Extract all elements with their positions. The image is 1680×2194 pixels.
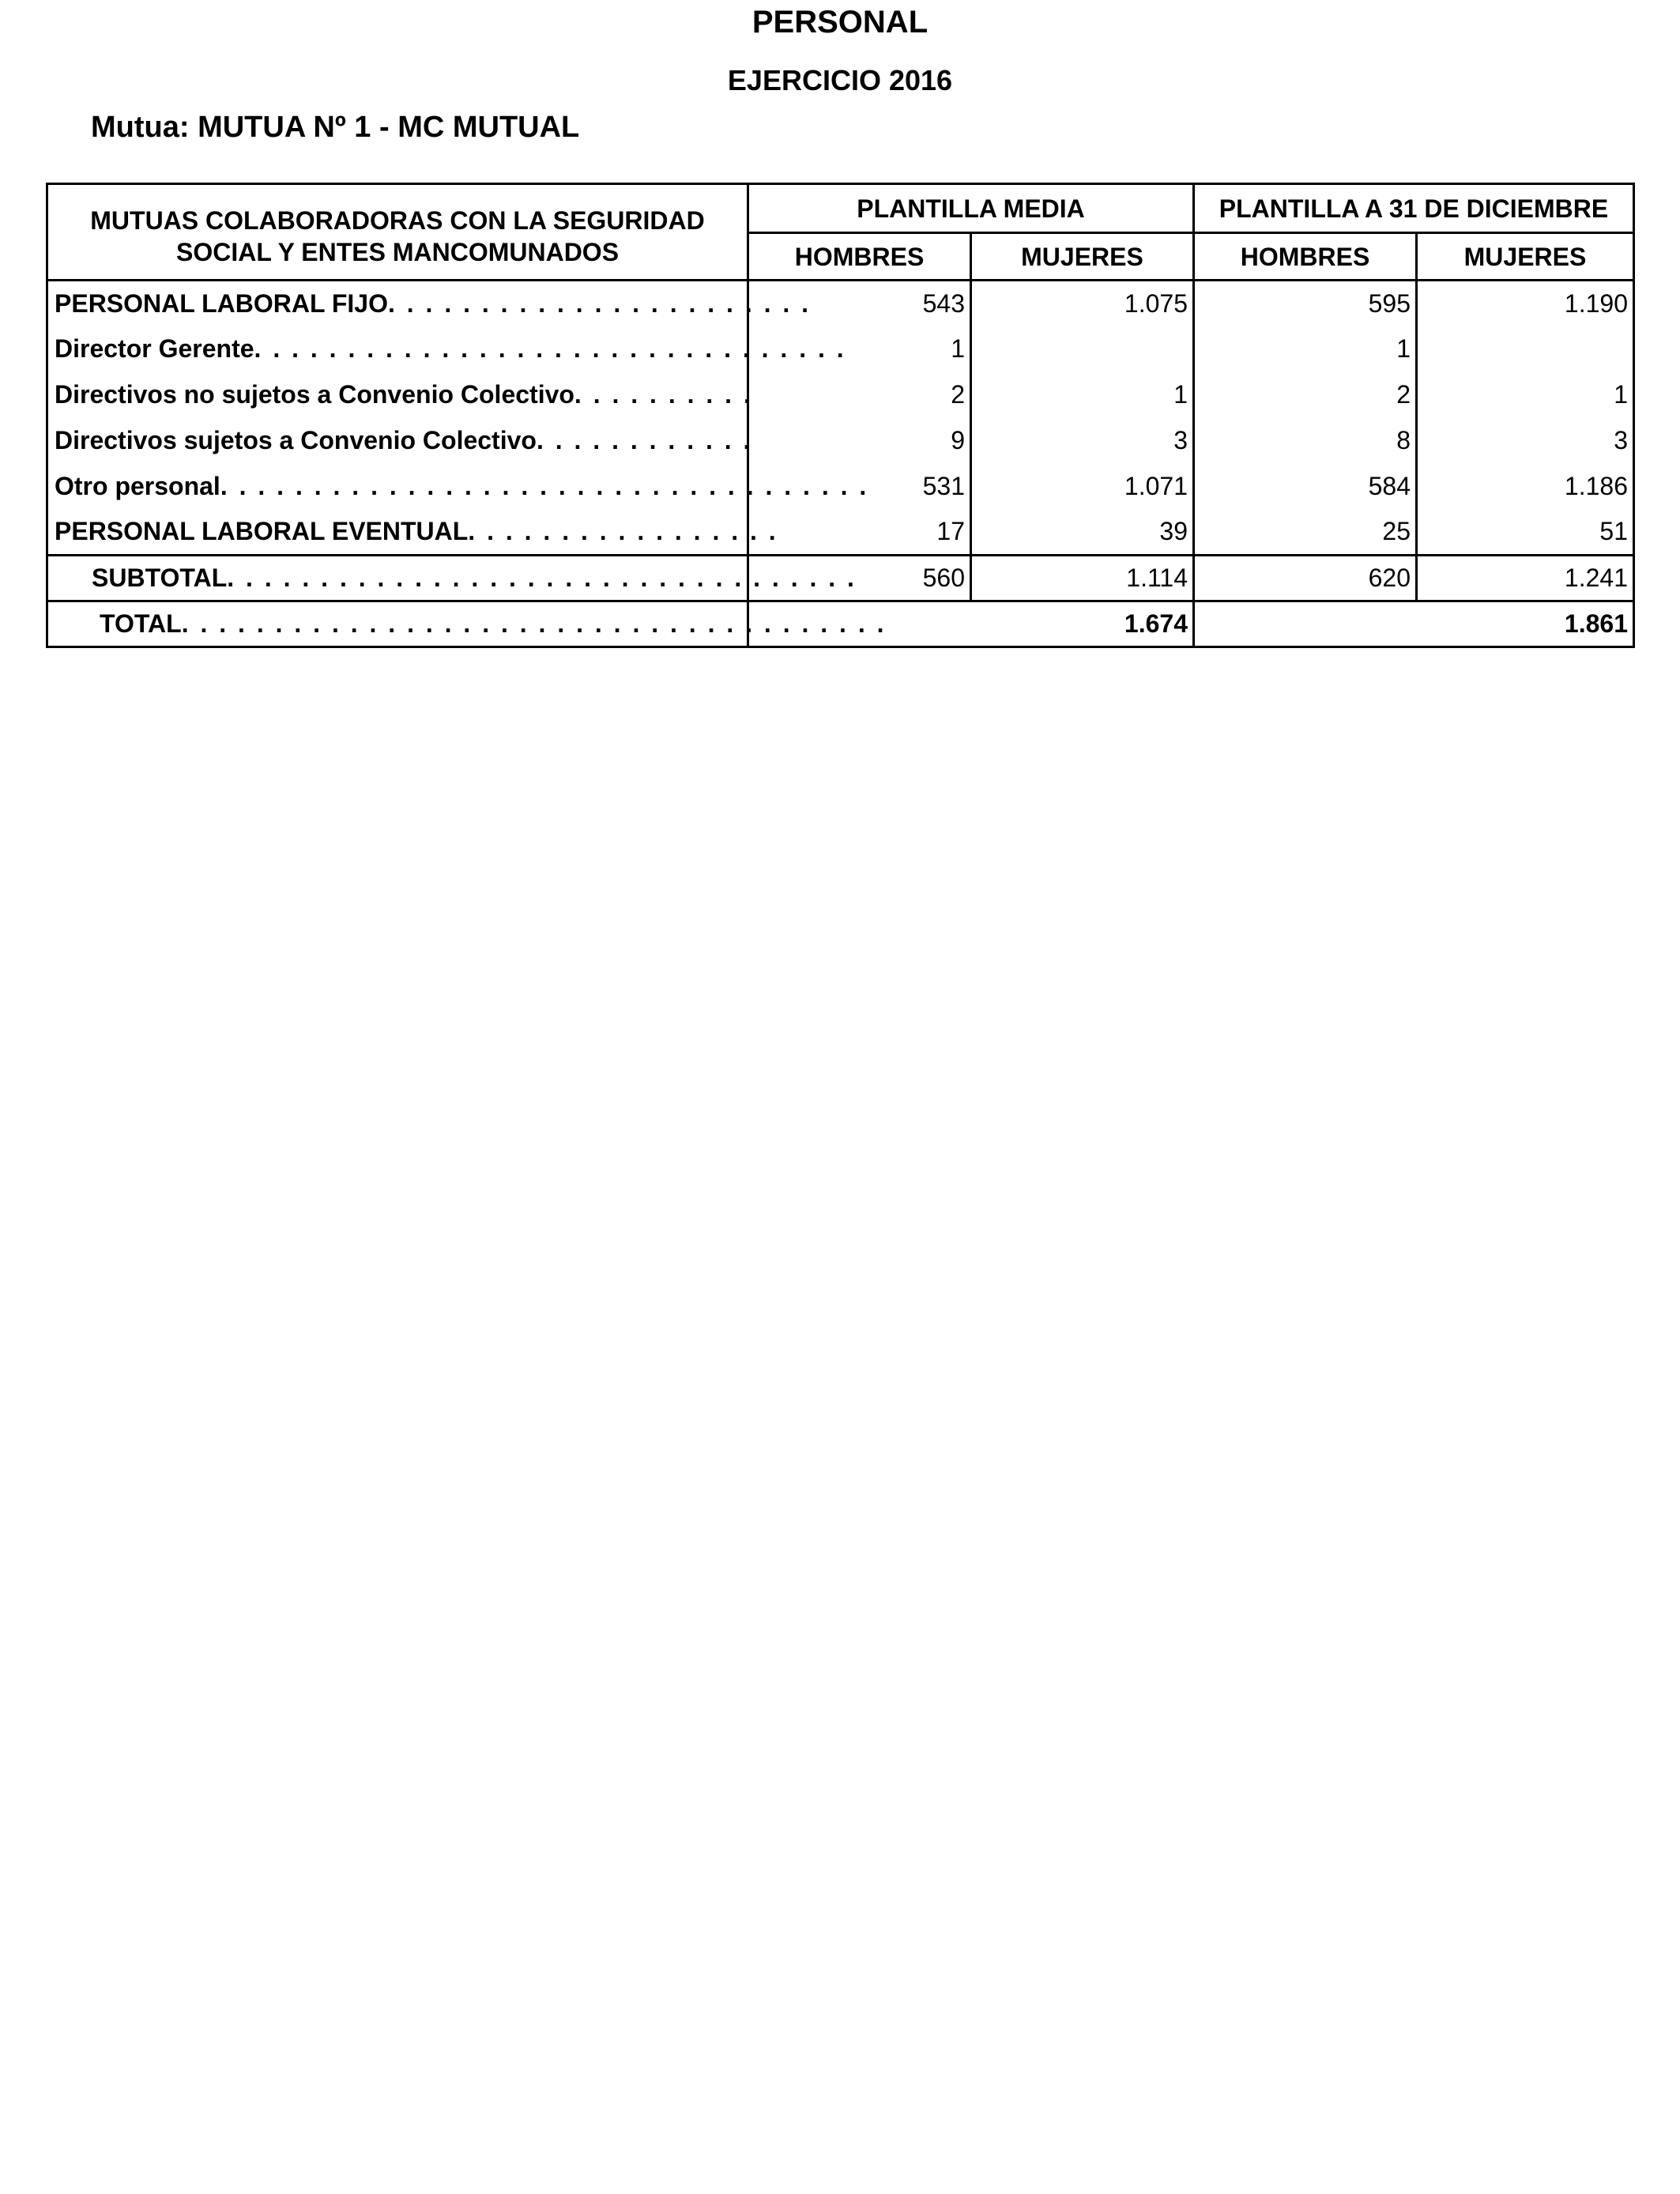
row-label-text: PERSONAL LABORAL FIJO (55, 288, 388, 318)
total-plantilla-media: 1.674 (748, 601, 1194, 647)
cell-diciembre-mujeres: 1.186 (1417, 464, 1634, 510)
subtotal-diciembre-hombres: 620 (1194, 556, 1417, 601)
row-label-text: Director Gerente (55, 334, 254, 363)
cell-media-mujeres: 1.071 (971, 464, 1194, 510)
cell-diciembre-hombres: 595 (1194, 281, 1417, 326)
leader-dots: . . . . . . . . . . . . . . . . . . . . . . . . . . . . . . . . . . . . . . (181, 609, 887, 638)
column-header-diciembre-mujeres: MUJERES (1417, 233, 1634, 281)
cell-diciembre-mujeres: 1 (1417, 372, 1634, 418)
cell-diciembre-hombres: 1 (1194, 326, 1417, 372)
table-row-directivos-sujetos (47, 418, 1634, 464)
row-label-text: Otro personal (55, 472, 220, 500)
cell-diciembre-hombres: 584 (1194, 464, 1417, 510)
leader-dots: . . . . . . . . . . . . . . . . . . . . . . . (387, 288, 812, 318)
cell-diciembre-mujeres: 1.190 (1417, 281, 1634, 326)
row-label-text: Directivos sujetos a Convenio Colectivo (55, 426, 537, 454)
mutua-name: Mutua: MUTUA Nº 1 - MC MUTUAL (91, 111, 580, 144)
leader-dots: . . . . . . . . . . . . . . . . . . . . . . . . . . . . . . . . (254, 334, 846, 363)
page-subtitle: EJERCICIO 2016 (727, 64, 953, 96)
subtotal-media-mujeres: 1.114 (971, 556, 1194, 601)
subtotal-label-text: SUBTOTAL (92, 564, 228, 592)
column-header-media-hombres: HOMBRES (748, 233, 971, 281)
subtotal-label (47, 556, 857, 601)
column-header-media-mujeres: MUJERES (971, 233, 1194, 281)
row-label-text: Directivos no sujetos a Convenio Colectivo (55, 380, 574, 409)
column-header-entity: MUTUAS COLABORADORAS CON LA SEGURIDAD SOCIAL Y ENTES MANCOMUNADOS (47, 184, 748, 281)
table-row-directivos-no-sujetos (47, 372, 1634, 418)
total-label (47, 601, 887, 647)
leader-dots: . . . . . . . . . . . . (536, 426, 753, 454)
cell-media-hombres: 543 (748, 281, 971, 326)
column-header-plantilla-diciembre: PLANTILLA A 31 DE DICIEMBRE (1194, 184, 1634, 233)
cell-media-mujeres: 39 (971, 510, 1194, 556)
cell-media-mujeres: 3 (971, 418, 1194, 464)
row-label (47, 418, 753, 464)
leader-dots: . . . . . . . . . . . . . . . . . . . . . . . . . . . . . . . . . . . (220, 472, 869, 500)
row-label (47, 326, 846, 372)
cell-media-hombres: 531 (748, 464, 971, 510)
header-row-groups (47, 184, 1634, 233)
table-row-personal-laboral-eventual (47, 510, 1634, 556)
cell-media-hombres: 9 (748, 418, 971, 464)
cell-diciembre-mujeres: 51 (1417, 510, 1634, 556)
subtotal-diciembre-mujeres: 1.241 (1417, 556, 1634, 601)
cell-media-hombres: 1 (748, 326, 971, 372)
column-header-diciembre-hombres: HOMBRES (1194, 233, 1417, 281)
subtotal-media-hombres: 560 (748, 556, 971, 601)
column-header-plantilla-media: PLANTILLA MEDIA (748, 184, 1194, 233)
leader-dots: . . . . . . . . . . . . . . . . . (468, 517, 778, 546)
total-plantilla-diciembre: 1.861 (1194, 601, 1634, 647)
cell-diciembre-hombres: 8 (1194, 418, 1417, 464)
cell-diciembre-mujeres: 3 (1417, 418, 1634, 464)
table-row-personal-laboral-fijo (47, 281, 1634, 326)
cell-media-hombres: 17 (748, 510, 971, 556)
cell-diciembre-mujeres (1417, 326, 1634, 372)
cell-media-mujeres: 1.075 (971, 281, 1194, 326)
row-label (47, 372, 753, 418)
row-label-text: PERSONAL LABORAL EVENTUAL (55, 517, 469, 546)
cell-diciembre-hombres: 2 (1194, 372, 1417, 418)
cell-media-mujeres (971, 326, 1194, 372)
row-label (47, 464, 869, 510)
table-row-subtotal (47, 556, 1634, 601)
table-row-otro-personal (47, 464, 1634, 510)
leader-dots: . . . . . . . . . . . . . . . . . . . . . . . . . . . . . . . . . . (227, 564, 857, 592)
cell-diciembre-hombres: 25 (1194, 510, 1417, 556)
row-label (47, 281, 812, 326)
total-label-text: TOTAL (100, 609, 182, 638)
leader-dots: . . . . . . . . . . (574, 380, 753, 409)
personal-table (46, 183, 1635, 648)
table-row-director-gerente (47, 326, 1634, 372)
cell-media-hombres: 2 (748, 372, 971, 418)
cell-media-mujeres: 1 (971, 372, 1194, 418)
table-row-total (47, 601, 1634, 647)
page-title: PERSONAL (751, 5, 929, 40)
row-label (47, 510, 778, 556)
